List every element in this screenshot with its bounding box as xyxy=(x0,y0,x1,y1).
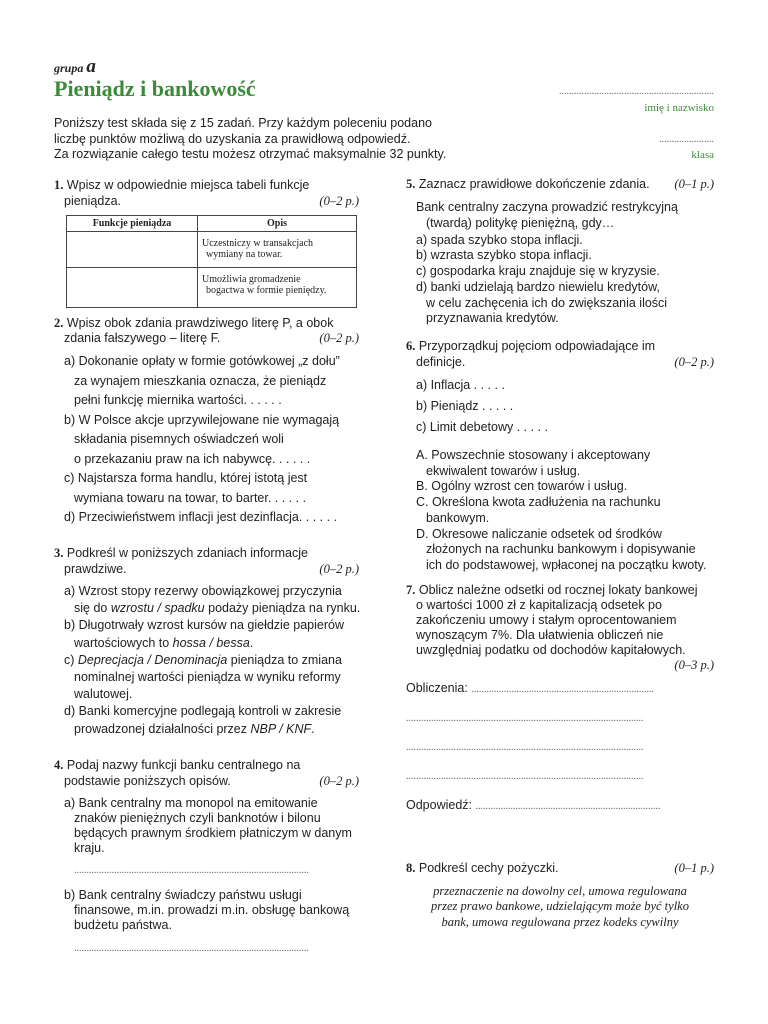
functions-table xyxy=(66,215,357,308)
statement-d: d) Banki komercyjne podlegają kontroli w zakresie xyxy=(64,704,342,719)
question-text: Przyporządkuj pojęciom odpowiadające im xyxy=(418,339,656,353)
points-badge: (0–1 p.) xyxy=(674,177,714,191)
group-label xyxy=(54,56,96,78)
term-c[interactable]: c) Limit debetowy . . . . . xyxy=(416,420,548,434)
answer-label: Odpowiedź: xyxy=(406,798,473,812)
answer-line[interactable]: ............................................................................................... xyxy=(406,742,644,753)
question-number: 8. xyxy=(406,861,416,875)
name-label: imię i nazwisko xyxy=(644,102,714,114)
statement-c: walutowej. xyxy=(74,687,133,702)
option-choice[interactable]: wzrostu / spadku xyxy=(110,601,205,616)
statement-b: b) Długotrwały wzrost kursów na giełdzie papierów xyxy=(64,618,344,633)
statement-text: pieniądza to zmiana xyxy=(227,652,342,667)
statement-b: b) W Polsce akcje uprzywilejowane nie wymagają xyxy=(64,412,340,427)
description-b: budżetu państwa. xyxy=(74,918,172,932)
answer-line[interactable]: .............................................................................................. xyxy=(74,943,309,954)
question-number: 4. xyxy=(54,758,64,772)
statement-b xyxy=(64,635,359,652)
description-a: kraju. xyxy=(74,841,105,855)
points-badge: (0–2 p.) xyxy=(319,331,359,345)
question-text: o wartości 1000 zł z kapitalizacją odsetek po xyxy=(416,598,662,612)
table-cell-text: wymiany na towar. xyxy=(206,249,283,260)
intro-line: Poniższy test składa się z 15 zadań. Przy każdym poleceniu podano xyxy=(54,116,432,130)
option-d: w celu zachęcenia ich do zwiększania ilości xyxy=(426,295,668,310)
description-a: a) Bank centralny ma monopol na emitowanie xyxy=(64,796,318,810)
term-a[interactable]: a) Inflacja . . . . . xyxy=(416,378,505,392)
question-stem: Bank centralny zaczyna prowadzić restrykcyjną xyxy=(416,199,678,214)
points-badge: (0–2 p.) xyxy=(674,354,714,369)
question-text: zakończeniu umowy i stałym oprocentowaniem xyxy=(416,613,677,627)
question-text: Podaj nazwy funkcji banku centralnego na xyxy=(66,758,301,772)
description-b: finansowe, m.in. prowadzi m.in. obsługę bankową xyxy=(74,903,350,917)
question-4 xyxy=(54,758,359,956)
calculations-line[interactable]: ......................................................................... xyxy=(471,684,654,695)
question-text: uwzględniaj podatku od dochodów kapitałowych. xyxy=(416,643,686,657)
definition-d: złożonych na rachunku bankowym i dopisywanie xyxy=(426,542,696,557)
page-title: Pieniądz i bankowość xyxy=(54,76,256,101)
question-number: 6. xyxy=(406,339,416,353)
option-d: przyznawania kredytów. xyxy=(426,311,559,326)
definition-d: D. Okresowe naliczanie odsetek od środków xyxy=(416,526,662,541)
table-cell-text: Umożliwia gromadzenie xyxy=(202,274,301,285)
table-header: Opis xyxy=(198,216,357,232)
statement-text: . xyxy=(311,721,315,736)
question-text: definicje. xyxy=(416,354,466,369)
answer-cell[interactable] xyxy=(67,232,198,268)
option-choice[interactable]: NBP / KNF xyxy=(250,721,312,736)
question-text: podstawie poniższych opisów. xyxy=(64,773,231,788)
answer-line[interactable]: .............................................................................................. xyxy=(74,865,309,876)
statement-a: pełni funkcję miernika wartości. . . . . . xyxy=(74,393,282,407)
intro-line: liczbę punktów możliwą do uzyskania za prawidłową odpowiedź. xyxy=(54,131,411,146)
feature-options[interactable]: przez prawo bankowe, udzielającym może być tylko xyxy=(431,899,689,913)
option-d[interactable]: d) banki udzielają bardzo niewielu kredytów, xyxy=(416,279,660,294)
description-b: b) Bank centralny świadczy państwu usługi xyxy=(64,888,302,902)
intro-line: Za rozwiązanie całego testu możesz otrzymać maksymalnie 32 punkty. xyxy=(54,147,447,161)
answer-line[interactable]: ............................................................................................... xyxy=(406,771,644,782)
statement-c xyxy=(64,652,359,669)
question-text: wynoszącym 7%. Dla ułatwienia obliczeń nie xyxy=(416,628,664,642)
option-b[interactable]: b) wzrasta szybko stopa inflacji. xyxy=(416,248,592,263)
statement-text: wartościowych to xyxy=(74,635,173,650)
definition-b: B. Ogólny wzrost cen towarów i usług. xyxy=(416,479,628,494)
name-dots[interactable]: .............................................................. xyxy=(559,86,714,97)
question-8 xyxy=(406,861,714,930)
question-text: Wpisz obok zdania prawdziwego literę P, a obok xyxy=(66,316,334,330)
points-badge: (0–2 p.) xyxy=(319,193,359,208)
statement-a xyxy=(64,600,359,617)
features-list xyxy=(406,884,714,931)
statement-d xyxy=(64,721,359,738)
group-word: grupa xyxy=(54,61,84,75)
question-text: pieniądza. xyxy=(64,193,121,208)
intro-text xyxy=(54,116,446,163)
answer-line[interactable]: ............................................................................................... xyxy=(406,713,644,724)
statement-a: a) Wzrost stopy rezerwy obowiązkowej przyczynia xyxy=(64,584,342,598)
option-choice[interactable]: Deprecjacja / Denominacja xyxy=(77,652,228,667)
definition-d: ich do podstawowej, wpłaconej na początku kwoty. xyxy=(426,557,707,572)
description-a: będących prawnym środkiem płatniczym w danym xyxy=(74,826,352,840)
points-badge: (0–3 p.) xyxy=(674,658,714,672)
points-badge: (0–2 p.) xyxy=(319,773,359,788)
question-stem: (twardą) politykę pieniężną, gdy… xyxy=(426,215,615,230)
question-text: Oblicz należne odsetki od rocznej lokaty bankowej xyxy=(418,583,698,597)
statement-d: d) Przeciwieństwem inflacji jest dezinflacja. . . . . . xyxy=(64,510,338,524)
question-number: 1. xyxy=(54,178,64,192)
group-letter: a xyxy=(86,56,96,77)
question-text: prawdziwe. xyxy=(64,561,127,576)
statement-text: podaży pieniądza na rynku. xyxy=(204,601,361,616)
description-a: znaków pieniężnych czyli banknotów i bilonu xyxy=(74,811,321,825)
table-cell-text: bogactwa w formie pieniędzy. xyxy=(206,285,327,296)
statement-b: o przekazaniu praw na ich nabywcę. . . . . . xyxy=(74,451,311,466)
points-badge: (0–1 p.) xyxy=(674,861,714,875)
option-c[interactable]: c) gospodarka kraju znajduje się w kryzysie. xyxy=(416,264,660,279)
statement-c: nominalnej wartości pieniądza w wyniku reformy xyxy=(74,670,341,685)
question-text: Zaznacz prawidłowe dokończenie zdania. xyxy=(418,177,650,191)
table-cell-text: Uczestniczy w transakcjach xyxy=(202,238,314,249)
question-5 xyxy=(406,177,714,327)
calculations-label: Obliczenia: xyxy=(406,681,468,695)
question-text: Podkreśl cechy pożyczki. xyxy=(418,861,559,875)
question-3 xyxy=(54,546,359,738)
answer-row xyxy=(406,798,714,814)
statement-text: się do xyxy=(74,601,111,616)
question-number: 2. xyxy=(54,316,64,330)
option-a[interactable]: a) spada szybko stopa inflacji. xyxy=(416,232,583,247)
question-text: Wpisz w odpowiednie miejsca tabeli funkcje xyxy=(66,178,310,192)
statement-c: wymiana towaru na towar, to barter. . . . . . xyxy=(74,490,307,505)
answer-field[interactable]: .......................................................................... xyxy=(475,801,661,812)
question-number: 3. xyxy=(54,546,64,560)
description-cell xyxy=(198,268,357,308)
question-number: 7. xyxy=(406,583,416,597)
statement-a: za wynajem mieszkania oznacza, że pieniądz xyxy=(74,373,327,388)
definition-c: bankowym. xyxy=(426,510,490,525)
option-choice[interactable]: hossa / bessa xyxy=(172,635,250,650)
term-b[interactable]: b) Pieniądz . . . . . xyxy=(416,399,514,413)
statement-text: prowadzonej działalności przez xyxy=(74,721,251,736)
feature-options[interactable]: przeznaczenie na dowolny cel, umowa regulowana xyxy=(433,883,687,898)
definition-c: C. Określona kwota zadłużenia na rachunku xyxy=(416,495,661,510)
answer-cell[interactable] xyxy=(67,268,198,308)
question-7 xyxy=(406,583,714,814)
statement-text: c) xyxy=(64,652,78,667)
question-6 xyxy=(406,339,714,574)
points-badge: (0–2 p.) xyxy=(319,561,359,576)
statement-a: a) Dokonanie opłaty w formie gotówkowej „z dołu” xyxy=(64,354,340,368)
question-1 xyxy=(54,178,359,209)
statement-text: . xyxy=(249,635,254,650)
class-dots[interactable]: ...................... xyxy=(659,134,714,145)
definition-a: ekwiwalent towarów i usług. xyxy=(426,463,581,478)
table-header: Funkcje pieniądza xyxy=(67,216,198,232)
class-label: klasa xyxy=(691,149,714,161)
feature-options[interactable]: bank, umowa regulowana przez kodeks cywilny xyxy=(441,914,679,929)
question-text: zdania fałszywego – literę F. xyxy=(64,331,221,345)
definition-a: A. Powszechnie stosowany i akceptowany xyxy=(416,448,651,462)
description-cell xyxy=(198,232,357,268)
statement-c: c) Najstarsza forma handlu, której istotą jest xyxy=(64,471,308,485)
question-text: Podkreśl w poniższych zdaniach informacje xyxy=(66,546,308,560)
question-2 xyxy=(54,316,359,528)
question-number: 5. xyxy=(406,177,416,191)
statement-b: składania pisemnych oświadczeń woli xyxy=(74,432,284,446)
calculations-row xyxy=(406,681,714,697)
